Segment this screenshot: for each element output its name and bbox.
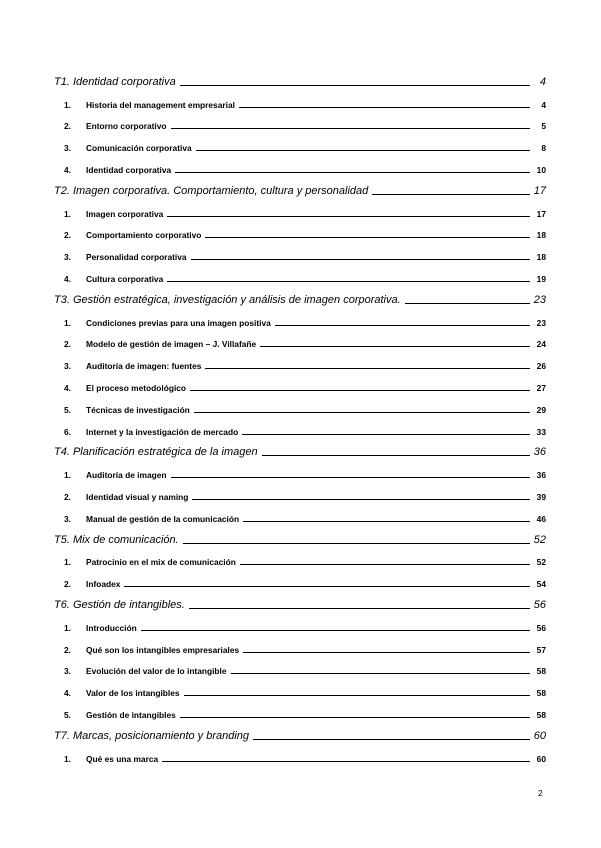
toc-item-number: 3. xyxy=(64,143,71,154)
toc-item-number: 2. xyxy=(64,339,71,350)
toc-item-title: Infoadex xyxy=(86,579,121,590)
toc-item-entry[interactable] xyxy=(54,371,546,393)
toc-page-number: 60 xyxy=(533,729,546,742)
toc-item-title: Qué son los intangibles empresariales xyxy=(86,644,240,655)
toc-leader-line xyxy=(189,607,530,609)
toc-leader-line xyxy=(196,149,530,151)
toc-leader-line xyxy=(194,411,530,413)
toc-leader-line xyxy=(253,738,530,740)
toc-page-number: 17 xyxy=(536,208,546,219)
toc-item-entry[interactable] xyxy=(54,349,546,371)
toc-section-entry[interactable] xyxy=(54,589,546,611)
toc-page-number: 18 xyxy=(536,252,546,263)
toc-section-title: T5. Mix de comunicación. xyxy=(54,533,179,546)
toc-item-title: El proceso metodológico xyxy=(86,382,187,393)
toc-item-entry[interactable] xyxy=(54,306,546,328)
toc-item-entry[interactable] xyxy=(54,676,546,698)
toc-item-entry[interactable] xyxy=(54,88,546,110)
toc-leader-line xyxy=(180,716,530,718)
toc-item-entry[interactable] xyxy=(54,415,546,437)
toc-item-title: Manual de gestión de la comunicación xyxy=(86,513,240,524)
toc-section-title: T2. Imagen corporativa. Comportamiento, cultura y personalidad xyxy=(54,184,369,197)
toc-section-title: T3. Gestión estratégica, investigación y análisis de imagen corporativa. xyxy=(54,293,401,306)
toc-leader-line xyxy=(141,629,530,631)
toc-item-number: 4. xyxy=(64,273,71,284)
toc-item-title: Cultura corporativa xyxy=(86,273,164,284)
toc-item-title: Condiciones previas para una imagen positiva xyxy=(86,317,271,328)
toc-page-number: 39 xyxy=(536,491,546,502)
toc-item-title: Evolución del valor de lo intangible xyxy=(86,666,227,677)
toc-item-title: Gestión de intangibles xyxy=(86,709,176,720)
toc-item-entry[interactable] xyxy=(54,262,546,284)
toc-leader-line xyxy=(171,127,531,129)
toc-section-entry[interactable] xyxy=(54,720,546,742)
toc-item-title: Imagen corporativa xyxy=(86,208,164,219)
toc-item-title: Auditoría de imagen xyxy=(86,470,167,481)
toc-leader-line xyxy=(171,476,530,478)
toc-leader-line xyxy=(243,520,530,522)
toc-item-entry[interactable] xyxy=(54,328,546,350)
toc-page-number: 29 xyxy=(536,404,546,415)
toc-item-title: Introducción xyxy=(86,622,137,633)
toc-leader-line xyxy=(205,367,530,369)
toc-leader-line xyxy=(167,280,530,282)
toc-item-number: 6. xyxy=(64,426,71,437)
toc-page-number: 4 xyxy=(541,99,546,110)
toc-item-title: Entorno corporativo xyxy=(86,121,167,132)
toc-leader-line xyxy=(275,324,530,326)
toc-page-number: 10 xyxy=(536,164,546,175)
toc-leader-line xyxy=(260,345,530,347)
toc-item-entry[interactable] xyxy=(54,611,546,633)
toc-item-title: Personalidad corporativa xyxy=(86,252,187,263)
toc-item-number: 2. xyxy=(64,491,71,502)
toc-section-entry[interactable] xyxy=(54,437,546,459)
toc-leader-line xyxy=(191,258,530,260)
toc-item-title: Valor de los intangibles xyxy=(86,688,180,699)
toc-leader-line xyxy=(243,651,530,653)
toc-item-entry[interactable] xyxy=(54,546,546,568)
toc-section-title: T6. Gestión de intangibles. xyxy=(54,598,185,611)
toc-page-number: 8 xyxy=(541,143,546,154)
toc-section-title: T7. Marcas, posicionamiento y branding xyxy=(54,729,250,742)
toc-leader-line xyxy=(240,563,530,565)
toc-item-entry[interactable] xyxy=(54,567,546,589)
toc-page-number: 57 xyxy=(536,644,546,655)
toc-section-title: T1. Identidad corporativa xyxy=(54,75,176,88)
toc-item-title: Técnicas de investigación xyxy=(86,404,190,415)
table-of-contents xyxy=(54,66,546,764)
toc-page-number: 26 xyxy=(536,361,546,372)
toc-item-entry[interactable] xyxy=(54,240,546,262)
toc-item-number: 2. xyxy=(64,644,71,655)
toc-leader-line xyxy=(180,84,530,86)
toc-item-title: Qué es una marca xyxy=(86,753,159,764)
toc-item-entry[interactable] xyxy=(54,502,546,524)
toc-leader-line xyxy=(405,302,530,304)
toc-page-number: 33 xyxy=(536,426,546,437)
toc-item-number: 4. xyxy=(64,688,71,699)
toc-leader-line xyxy=(184,694,530,696)
toc-page-number: 52 xyxy=(536,557,546,568)
page-number: 2 xyxy=(538,788,543,798)
toc-item-entry[interactable] xyxy=(54,458,546,480)
toc-leader-line xyxy=(205,236,530,238)
toc-item-entry[interactable] xyxy=(54,633,546,655)
toc-page-number: 58 xyxy=(536,666,546,677)
toc-item-number: 1. xyxy=(64,317,71,328)
toc-page-number: 36 xyxy=(533,446,546,459)
toc-item-number: 1. xyxy=(64,622,71,633)
toc-item-title: Comportamiento corporativo xyxy=(86,230,202,241)
toc-leader-line xyxy=(190,389,530,391)
toc-item-number: 2. xyxy=(64,121,71,132)
toc-page-number: 18 xyxy=(536,230,546,241)
toc-leader-line xyxy=(372,193,529,195)
toc-leader-line xyxy=(192,498,530,500)
toc-item-number: 5. xyxy=(64,404,71,415)
toc-item-number: 3. xyxy=(64,361,71,372)
toc-leader-line xyxy=(175,171,530,173)
toc-item-entry[interactable] xyxy=(54,219,546,241)
toc-page-number: 24 xyxy=(536,339,546,350)
toc-leader-line xyxy=(239,106,530,108)
toc-leader-line xyxy=(242,433,530,435)
toc-item-number: 3. xyxy=(64,666,71,677)
toc-item-number: 1. xyxy=(64,753,71,764)
toc-item-title: Internet y la investigación de mercado xyxy=(86,426,239,437)
toc-page-number: 56 xyxy=(533,598,546,611)
toc-item-number: 1. xyxy=(64,557,71,568)
toc-leader-line xyxy=(183,542,530,544)
toc-page-number: 58 xyxy=(536,709,546,720)
toc-item-title: Auditoría de imagen: fuentes xyxy=(86,361,202,372)
toc-page-number: 19 xyxy=(536,273,546,284)
toc-leader-line xyxy=(167,215,530,217)
toc-item-entry[interactable] xyxy=(54,393,546,415)
toc-page-number: 23 xyxy=(533,293,546,306)
toc-item-number: 2. xyxy=(64,230,71,241)
toc-leader-line xyxy=(231,672,530,674)
toc-page-number: 60 xyxy=(536,753,546,764)
toc-page-number: 54 xyxy=(536,579,546,590)
toc-item-entry[interactable] xyxy=(54,153,546,175)
toc-page-number: 46 xyxy=(536,513,546,524)
toc-item-number: 3. xyxy=(64,252,71,263)
toc-page-number: 23 xyxy=(536,317,546,328)
toc-page-number: 27 xyxy=(536,382,546,393)
toc-item-entry[interactable] xyxy=(54,131,546,153)
toc-item-title: Modelo de gestión de imagen – J. Villafañe xyxy=(86,339,257,350)
toc-item-number: 4. xyxy=(64,382,71,393)
toc-item-entry[interactable] xyxy=(54,480,546,502)
toc-item-number: 1. xyxy=(64,99,71,110)
toc-item-number: 5. xyxy=(64,709,71,720)
toc-item-title: Identidad visual y naming xyxy=(86,491,189,502)
toc-item-number: 4. xyxy=(64,164,71,175)
toc-section-entry[interactable] xyxy=(54,66,546,88)
toc-item-title: Patrocinio en el mix de comunicación xyxy=(86,557,236,568)
toc-page-number: 36 xyxy=(536,470,546,481)
toc-leader-line xyxy=(162,760,530,762)
toc-item-title: Historia del management empresarial xyxy=(86,99,235,110)
toc-page-number: 56 xyxy=(536,622,546,633)
toc-item-entry[interactable] xyxy=(54,110,546,132)
toc-item-entry[interactable] xyxy=(54,655,546,677)
toc-section-entry[interactable] xyxy=(54,524,546,546)
toc-item-number: 3. xyxy=(64,513,71,524)
toc-page-number: 4 xyxy=(539,75,546,88)
toc-leader-line xyxy=(262,454,530,456)
toc-item-title: Comunicación corporativa xyxy=(86,143,192,154)
toc-page-number: 5 xyxy=(541,121,546,132)
toc-page-number: 52 xyxy=(533,533,546,546)
toc-page-number: 17 xyxy=(533,184,546,197)
toc-item-number: 1. xyxy=(64,208,71,219)
toc-item-entry[interactable] xyxy=(54,698,546,720)
toc-item-title: Identidad corporativa xyxy=(86,164,172,175)
toc-item-number: 1. xyxy=(64,470,71,481)
toc-section-title: T4. Planificación estratégica de la imagen xyxy=(54,446,258,459)
toc-item-entry[interactable] xyxy=(54,742,546,764)
toc-section-entry[interactable] xyxy=(54,284,546,306)
toc-leader-line xyxy=(124,585,530,587)
toc-section-entry[interactable] xyxy=(54,175,546,197)
toc-item-number: 2. xyxy=(64,579,71,590)
toc-item-entry[interactable] xyxy=(54,197,546,219)
toc-page-number: 58 xyxy=(536,688,546,699)
